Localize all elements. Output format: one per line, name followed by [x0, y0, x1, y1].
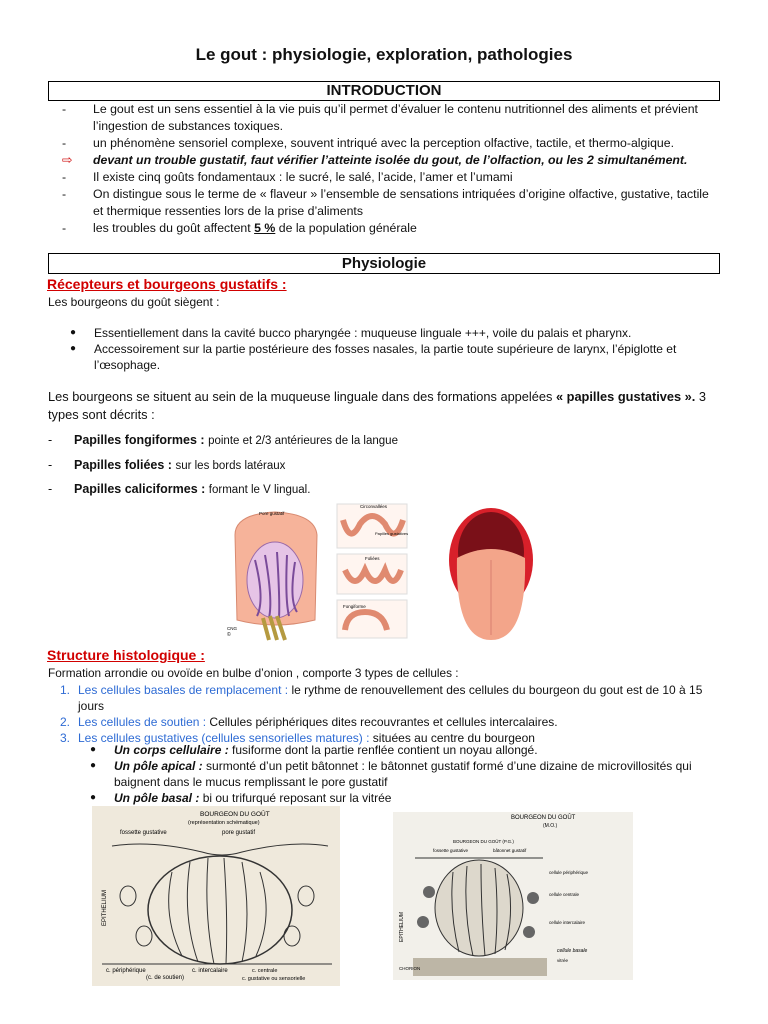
fig2-fossette: fossette gustative	[120, 830, 167, 836]
recepteurs-title: Récepteurs et bourgeons gustatifs :	[47, 276, 287, 292]
list-number: 2.	[59, 715, 70, 729]
part-text: fusiforme dont la partie renflée contient un noyau allongé.	[228, 743, 538, 757]
list-marker: -	[48, 458, 53, 472]
fig2-head: BOURGEON DU GOÛT	[200, 811, 270, 818]
list-text: Accessoirement sur la partie postérieure des fosses nasales, la partie toute supérieure de larynx, l’épiglotte et l’œsophage.	[94, 342, 677, 372]
bullet-icon: ●	[70, 343, 77, 354]
fig3-periph: cellule périphérique	[549, 870, 589, 875]
list-item	[48, 682, 728, 714]
list-marker: -	[48, 433, 53, 447]
list-marker: -	[48, 482, 53, 496]
list-marker: -	[62, 136, 67, 150]
papille-desc: formant le V lingual.	[208, 484, 311, 496]
list-item	[62, 135, 722, 152]
fig2-csout: (c. de soutien)	[146, 975, 185, 981]
fig3-bourg: BOURGEON DU GOÛT (P.G.)	[453, 839, 514, 844]
papillae-panels	[337, 504, 408, 638]
physiologie-heading: Physiologie	[48, 253, 720, 274]
part-label: Un corps cellulaire :	[114, 743, 229, 757]
text-after: de la population générale	[275, 221, 417, 235]
list-item	[90, 790, 726, 806]
list-text: devant un trouble gustatif, faut vérifier l’atteinte isolée du gout, de l’olfaction, ou les 2 simultanément.	[93, 153, 688, 167]
list-item	[62, 220, 722, 237]
cell-text: situées au centre du bourgeon	[369, 731, 535, 745]
papille-item	[48, 481, 310, 499]
list-text	[93, 220, 722, 237]
list-marker: -	[62, 221, 67, 235]
papille-name: Papilles foliées :	[74, 458, 172, 472]
list-number: 3.	[59, 731, 70, 745]
papilles-illustration	[225, 500, 555, 642]
circ-label: Circonvallées	[360, 504, 388, 509]
papille-name: Papilles fongiformes :	[74, 433, 205, 447]
papilles-intro-end: 3 types sont décrits :	[48, 389, 707, 422]
papilles-intro-text: Les bourgeons se situent au sein de la muqueuse linguale dans des formations appelées	[48, 389, 556, 404]
cell-text: le rythme de renouvellement des cellules du bourgeon du gout est de 10 à 15 jours	[78, 683, 703, 713]
arrow-icon: ⇨	[62, 153, 73, 167]
bullet-icon: ●	[70, 327, 77, 338]
schematic-taste-bud	[92, 806, 340, 986]
list-marker: -	[62, 170, 67, 184]
text-before: les troubles du goût affectent	[93, 221, 255, 235]
fig3-md: (M.O.)	[543, 823, 558, 829]
foliees-label: Foliées	[365, 556, 380, 561]
fig2-sub: (représentation schématique)	[188, 820, 260, 826]
fig2-ccent: c. centrale	[252, 968, 278, 974]
cng-label: CNG	[227, 626, 237, 631]
fong-label: Fongiforme	[343, 604, 366, 609]
histologie-title: Structure histologique :	[47, 647, 205, 663]
pore-label: Pore gustatif	[259, 511, 285, 516]
intro-list	[62, 101, 722, 237]
percentage: 5 %	[254, 221, 276, 235]
part-text: bi ou trifurqué reposant sur la vitrée	[199, 791, 392, 805]
fig3-vitree: vitrée	[557, 958, 569, 963]
papille-item	[48, 457, 285, 475]
papille-item	[48, 432, 398, 450]
siege-intro: Les bourgeons du goût siègent :	[48, 295, 220, 309]
list-item	[62, 186, 722, 220]
part-text: surmonté d’un petit bâtonnet : le bâtonnet gustatif formé d’une dizaine de microvillosités qui baignent dans le mucus remplissant le pore gustatif	[114, 759, 692, 789]
histologie-intro: Formation arrondie ou ovoïde en bulbe d’onion , comporte 3 types de cellules :	[48, 666, 459, 680]
fig2-pore: pore gustatif	[222, 830, 256, 836]
fig3-baton: bâtonnet gustatif	[493, 848, 527, 853]
fig2-epith: EPITHELIUM	[102, 889, 108, 926]
cells-list	[48, 682, 728, 746]
list-item	[90, 742, 726, 758]
cell-text: Cellules périphériques dites recouvrantes et cellules intercalaires.	[206, 715, 558, 729]
fig3-chorion: CHORION	[399, 966, 421, 971]
papille-desc: sur les bords latéraux	[175, 460, 286, 472]
fig2-cgust: c. gustative ou sensorielle	[242, 976, 306, 982]
papille-desc: pointe et 2/3 antérieures de la langue	[208, 435, 398, 447]
list-marker: -	[62, 187, 67, 201]
list-item	[70, 325, 730, 341]
bullet-icon: ●	[90, 744, 97, 755]
siege-list	[70, 325, 730, 373]
cell-label: Les cellules basales de remplacement :	[78, 683, 289, 697]
microscopic-taste-bud	[393, 812, 633, 980]
fig2-cperiph: c. périphérique	[106, 968, 146, 974]
list-item	[62, 152, 722, 169]
papilles-intro-bold: « papilles gustatives ».	[555, 389, 696, 404]
fig3-epith: EPITHELIUM	[399, 911, 405, 942]
cell-label: Les cellules gustatives (cellules sensorielles matures) :	[78, 731, 370, 745]
part-label: Un pôle basal :	[114, 791, 200, 805]
fig2-cinter: c. intercalaire	[192, 968, 228, 974]
list-text: Il existe cinq goûts fondamentaux : le sucré, le salé, l’acide, l’amer et l’umami	[93, 170, 513, 184]
fig3-cent: cellule centrale	[549, 892, 580, 897]
fig3-basale: cellule basale	[557, 948, 588, 954]
introduction-heading: INTRODUCTION	[48, 81, 720, 101]
list-item	[62, 169, 722, 186]
papille-name: Papilles caliciformes :	[74, 482, 206, 496]
cell-parts-list	[90, 742, 726, 806]
tongue-drawing	[449, 508, 533, 640]
list-text: Le gout est un sens essentiel à la vie puis qu’il permet d’évaluer le contenu nutritionnel des aliments et prévient l’ingestion de substances toxiques.	[93, 102, 698, 133]
papilles-intro	[48, 388, 723, 424]
fig3-head: BOURGEON DU GOÛT	[511, 815, 576, 821]
list-marker: -	[62, 102, 67, 116]
bullet-icon: ●	[90, 792, 97, 803]
taste-bud-drawing	[227, 511, 317, 640]
list-text: On distingue sous le terme de « flaveur » l’ensemble de sensations intriquées d’origine olfactive, gustative, tactile et thermique ressenties lors de la prise d’aliments	[93, 187, 709, 218]
list-text: un phénomène sensoriel complexe, souvent intriqué avec la perception olfactive, tactile, et thermo-algique.	[93, 136, 675, 150]
fig3-inter: cellule intercalaire	[549, 920, 586, 925]
list-item	[70, 341, 730, 373]
list-number: 1.	[59, 683, 70, 697]
cell-label: Les cellules de soutien :	[78, 715, 207, 729]
list-item	[90, 758, 726, 790]
fig3-fossette: fossette gustative	[433, 848, 469, 853]
bullet-icon: ●	[90, 760, 97, 771]
copyright-label: ©	[227, 632, 231, 638]
list-item	[62, 101, 722, 135]
papgust-label: Papilles gustatives	[375, 531, 409, 536]
part-label: Un pôle apical :	[114, 759, 203, 773]
list-item	[48, 714, 728, 730]
page-title: Le gout : physiologie, exploration, pathologies	[195, 45, 573, 64]
list-text: Essentiellement dans la cavité bucco pharyngée : muqueuse linguale +++, voile du palais et pharynx.	[94, 326, 632, 340]
